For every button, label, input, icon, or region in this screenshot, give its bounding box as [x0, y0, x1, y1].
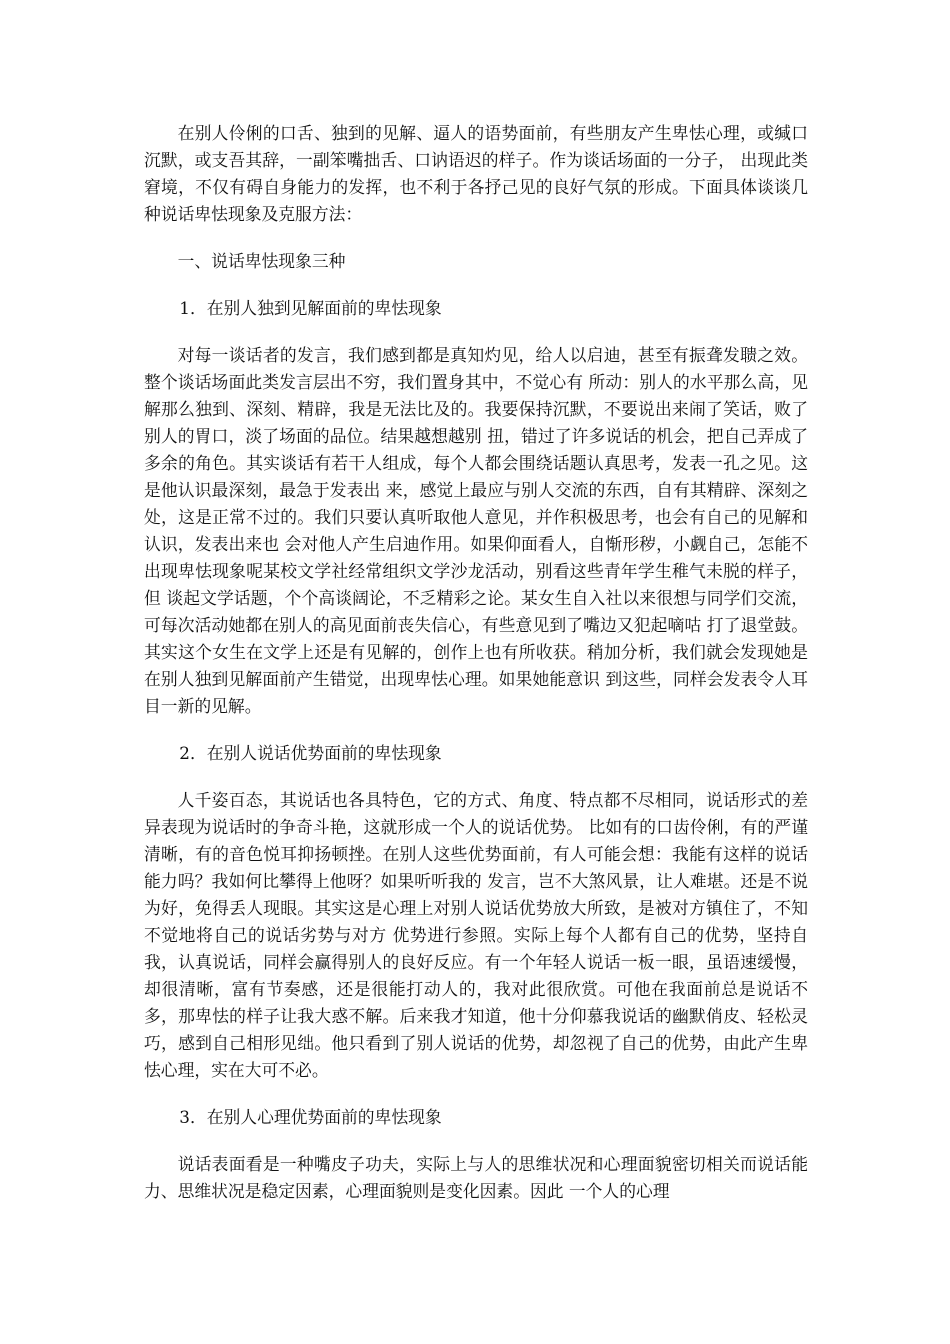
subsection-heading-1: 1．在别人独到见解面前的卑怯现象: [179, 298, 442, 318]
subsection-2-paragraph: 人千姿百态，其说话也各具特色，它的方式、角度、特点都不尽相同，说话形式的差异表现为说话时的争奇斗艳，这就形成一个人的说话优势。 比如有的口齿伶俐，有的严谨清晰，有的音色悦耳抑扬顿挫。在别人这些优势面前，有人可能会想：我能有这样的说话能力吗？我如何比攀得上他呀？如果听听我的 发言，岂不大煞风景，让人难堪。还是不说为好，免得丢人现眼。其实这是心理上对别人说话优势放大所致，是被对方镇住了，不知不觉地将自己的说话劣势与对方 优势进行参照。实际上每个人都有自己的优势，坚持自我，认真说话，同样会赢得别人的良好反应。有一个年轻人说话一板一眼，虽语速缓慢，却很清晰，富有节奏感，还是很能打动人的，我对此很欣赏。可他在我面前总是说话不多，那卑怯的样子让我大惑不解。后来我才知道，他十分仰慕我说话的幽默俏皮、轻松灵巧，感到自己相形见绌。他只看到了别人说话的优势，却忽视了自己的优势，由此产生卑怯心理，实在大可不必。: [144, 790, 808, 1080]
section-heading-1: 一、说话卑怯现象三种: [177, 251, 346, 271]
subsection-1-paragraph: 对每一谈话者的发言，我们感到都是真知灼见，给人以启迪，甚至有振聋发聩之效。整个谈话场面此类发言层出不穷，我们置身其中，不觉心有 所动：别人的水平那么高，见解那么独到、深刻、精辟，我是无法比及的。我要保持沉默，不要说出来闹了笑话，败了别人的胃口，淡了场面的品位。结果越想越别 扭，错过了许多说话的机会，把自己弄成了多余的角色。其实谈话有若干人组成，每个人都会围绕话题认真思考，发表一孔之见。这是他认识最深刻，最急于发表出 来，感觉上最应与别人交流的东西，自有其精辟、深刻之处，这是正常不过的。我们只要认真听取他人意见，并作积极思考，也会有自己的见解和认识，发表出来也 会对他人产生启迪作用。如果仰面看人，自惭形秽，小觑自己，怎能不出现卑怯现象呢某校文学社经常组织文学沙龙活动，别看这些青年学生稚气未脱的样子，但 谈起文学话题，个个高谈阔论，不乏精彩之论。某女生自入社以来很想与同学们交流，可每次活动她都在别人的高见面前丧失信心，有些意见到了嘴边又犯起嘀咕 打了退堂鼓。其实这个女生在文学上还是有见解的，创作上也有所收获。稍加分析，我们就会发现她是在别人独到见解面前产生错觉，出现卑怯心理。如果她能意识 到这些，同样会发表令人耳目一新的见解。: [144, 345, 808, 716]
subsection-heading-3: 3．在别人心理优势面前的卑怯现象: [179, 1107, 442, 1127]
subsection-3-paragraph: 说话表面看是一种嘴皮子功夫，实际上与人的思维状况和心理面貌密切相关而说话能力、思维状况是稳定因素，心理面貌则是变化因素。因此 一个人的心理: [144, 1154, 808, 1201]
intro-paragraph: 在别人伶俐的口舌、独到的见解、逼人的语势面前，有些朋友产生卑怯心理，或缄口沉默，或支吾其辞，一副笨嘴拙舌、口讷语迟的样子。作为谈话场面的一分子， 出现此类窘境，不仅有碍自身能力的发挥，也不利于各抒己见的良好气氛的形成。下面具体谈谈几种说话卑怯现象及克服方法：: [144, 123, 808, 224]
subsection-heading-2: 2．在别人说话优势面前的卑怯现象: [179, 743, 442, 763]
document-page: [144, 120, 808, 1225]
